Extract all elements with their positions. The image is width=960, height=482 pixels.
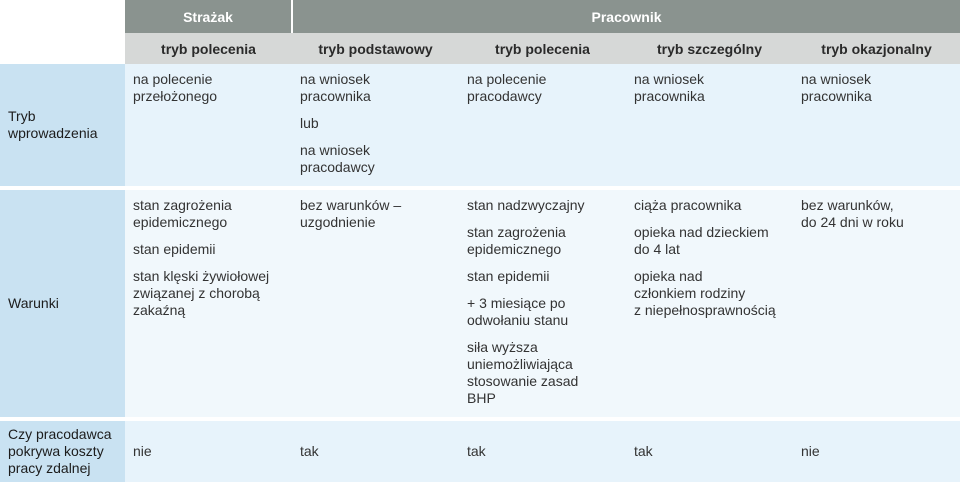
cell-text: na wniosek pracownika: [801, 71, 872, 104]
column-header: tryb podstawowy: [292, 33, 459, 64]
table-cell: [626, 190, 793, 417]
table-cell: [125, 190, 292, 417]
row-header-label: Czy pracodawca pokrywa koszty pracy zdalnej: [8, 426, 112, 476]
cell-text: bez warunków – uzgodnienie: [300, 197, 402, 230]
cell-text: tak: [300, 443, 319, 459]
corner-cell: [0, 33, 125, 64]
cell-text: na polecenie przełożonego: [133, 71, 218, 104]
column-header: tryb okazjonalny: [793, 33, 960, 64]
table-cell: [292, 64, 459, 186]
table-cell: [793, 421, 960, 482]
cell-text: lub: [300, 115, 319, 131]
cell-text: na wniosek pracownika: [634, 71, 705, 104]
column-header: tryb szczególny: [626, 33, 793, 64]
group-header-pracownik: Pracownik: [292, 0, 960, 33]
table-row-warunki: [0, 190, 960, 417]
cell-text: na wniosek pracodawcy: [300, 142, 375, 175]
table-cell: [125, 64, 292, 186]
cell-text: nie: [801, 443, 820, 459]
cell-text: siła wyższa uniemożliwiająca stosowanie zasad BHP: [467, 339, 579, 406]
cell-text: tak: [467, 443, 486, 459]
table-cell: [626, 421, 793, 482]
cell-text: nie: [133, 443, 152, 459]
cell-text: bez warunków, do 24 dni w roku: [801, 197, 904, 230]
table-cell: [292, 421, 459, 482]
cell-text: stan zagrożenia epidemicznego: [133, 197, 232, 230]
table-cell: [626, 64, 793, 186]
cell-text: stan klęski żywiołowej związanej z chorobą zakaźną: [133, 268, 270, 318]
cell-text: stan zagrożenia epidemicznego: [467, 224, 566, 257]
table-cell: [459, 64, 626, 186]
row-header: [0, 64, 125, 186]
row-header: [0, 190, 125, 417]
row-header-label: Tryb wprowadzenia: [8, 108, 98, 141]
cell-text: opieka nad dzieckiem do 4 lat: [634, 224, 769, 257]
table-cell: [793, 190, 960, 417]
column-header: tryb polecenia: [459, 33, 626, 64]
cell-text: tak: [634, 443, 653, 459]
group-header-row: [0, 0, 960, 33]
column-header-row: [0, 33, 960, 64]
table-cell: [292, 190, 459, 417]
table-cell: [793, 64, 960, 186]
group-header-strazak: Strażak: [125, 0, 292, 33]
column-header: tryb polecenia: [125, 33, 292, 64]
row-header: [0, 421, 125, 482]
cell-text: stan epidemii: [133, 241, 216, 257]
cell-text: stan nadzwyczajny: [467, 197, 585, 213]
table-cell: [459, 190, 626, 417]
table-row-koszty: [0, 421, 960, 482]
cell-text: ciąża pracownika: [634, 197, 742, 213]
table-cell: [459, 421, 626, 482]
cell-text: + 3 miesiące po odwołaniu stanu: [467, 295, 569, 328]
cell-text: na wniosek pracownika: [300, 71, 371, 104]
cell-text: opieka nad członkiem rodziny z niepełnosprawnością: [634, 268, 776, 318]
corner-cell: [0, 0, 125, 33]
cell-text: stan epidemii: [467, 268, 550, 284]
table-cell: [125, 421, 292, 482]
table-row-tryb-wprowadzenia: [0, 64, 960, 186]
row-header-label: Warunki: [8, 295, 59, 311]
cell-text: na polecenie pracodawcy: [467, 71, 547, 104]
